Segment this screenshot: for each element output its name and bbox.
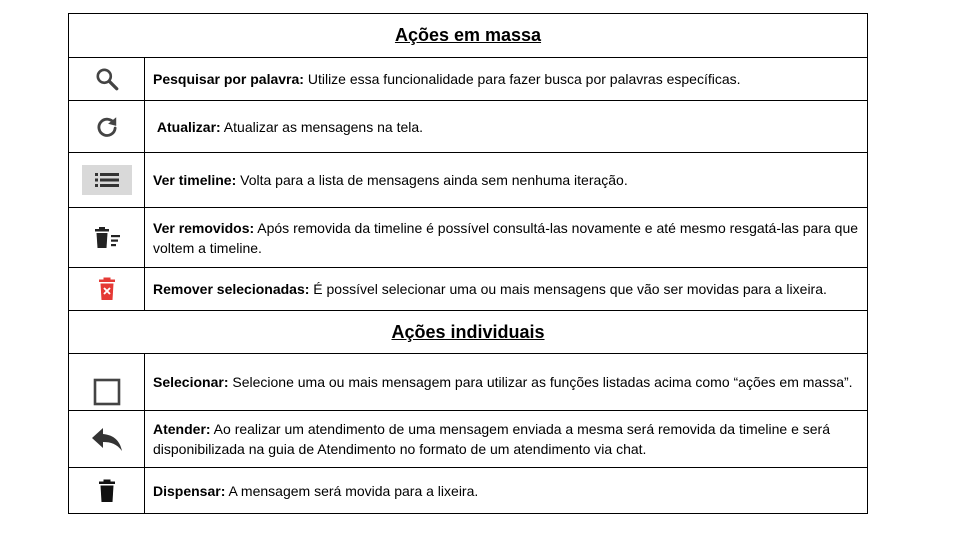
list-icon [95,172,119,188]
search-icon [94,66,120,92]
table-row [68,268,868,311]
section-title-individual: Ações individuais [391,321,545,342]
table-row [68,208,868,268]
actions-table [68,13,868,514]
action-description: Após removida da timeline é possível consultá-las novamente e até mesmo resgatá-las para que voltem a timeline. [153,219,859,256]
icon-cell [69,153,145,207]
action-label: Remover selecionadas: [153,281,310,297]
description-cell [145,411,867,467]
action-label: Dispensar: [153,482,226,499]
reply-icon [90,425,124,453]
remove-selected-icon [98,277,116,301]
description-cell [145,354,867,410]
action-description: Atualizar as mensagens na tela. [220,118,424,135]
action-label: Pesquisar por palavra: [153,71,304,87]
action-description: Ao realizar um atendimento de uma mensagem enviada a mesma será removida da timeline e será disponibilizada na guia de Atendimento no formato de um atendimento via chat. [153,421,830,457]
section-header-individual [68,311,868,354]
icon-cell [69,58,145,100]
table-row [68,58,868,101]
checkbox-icon [93,378,121,406]
section-title-mass: Ações em massa [394,25,542,45]
action-label: Atualizar: [156,118,221,135]
refresh-icon [94,114,120,140]
description-cell [145,101,867,152]
list-icon-background [82,165,132,195]
action-label: Atender: [153,421,211,437]
icon-cell [69,268,145,310]
icon-cell [69,354,145,410]
icon-cell [69,101,145,152]
action-description: Selecione uma ou mais mensagem para utilizar as funções listadas acima como “ações em massa”. [228,374,853,390]
icon-cell [69,411,145,467]
trash-icon [98,479,116,503]
description-cell [145,468,867,513]
table-row [68,411,868,468]
table-row [68,468,868,514]
action-description: A mensagem será movida para a lixeira. [225,482,479,499]
table-row [68,354,868,411]
description-cell [145,58,867,100]
icon-cell [69,468,145,513]
icon-cell [69,208,145,267]
action-label: Selecionar: [153,374,229,390]
table-row [68,101,868,153]
action-description: Volta para a lista de mensagens ainda sem nenhuma iteração. [236,172,628,188]
section-header-mass [68,13,868,58]
table-row [68,153,868,208]
trash-list-icon [93,226,121,250]
action-label: Ver removidos: [153,219,255,236]
action-description: É possível selecionar uma ou mais mensagens que vão ser movidas para a lixeira. [309,281,827,297]
description-cell [145,208,867,267]
action-label: Ver timeline: [153,172,237,188]
description-cell [145,153,867,207]
description-cell [145,268,867,310]
action-description: Utilize essa funcionalidade para fazer busca por palavras específicas. [303,71,741,87]
